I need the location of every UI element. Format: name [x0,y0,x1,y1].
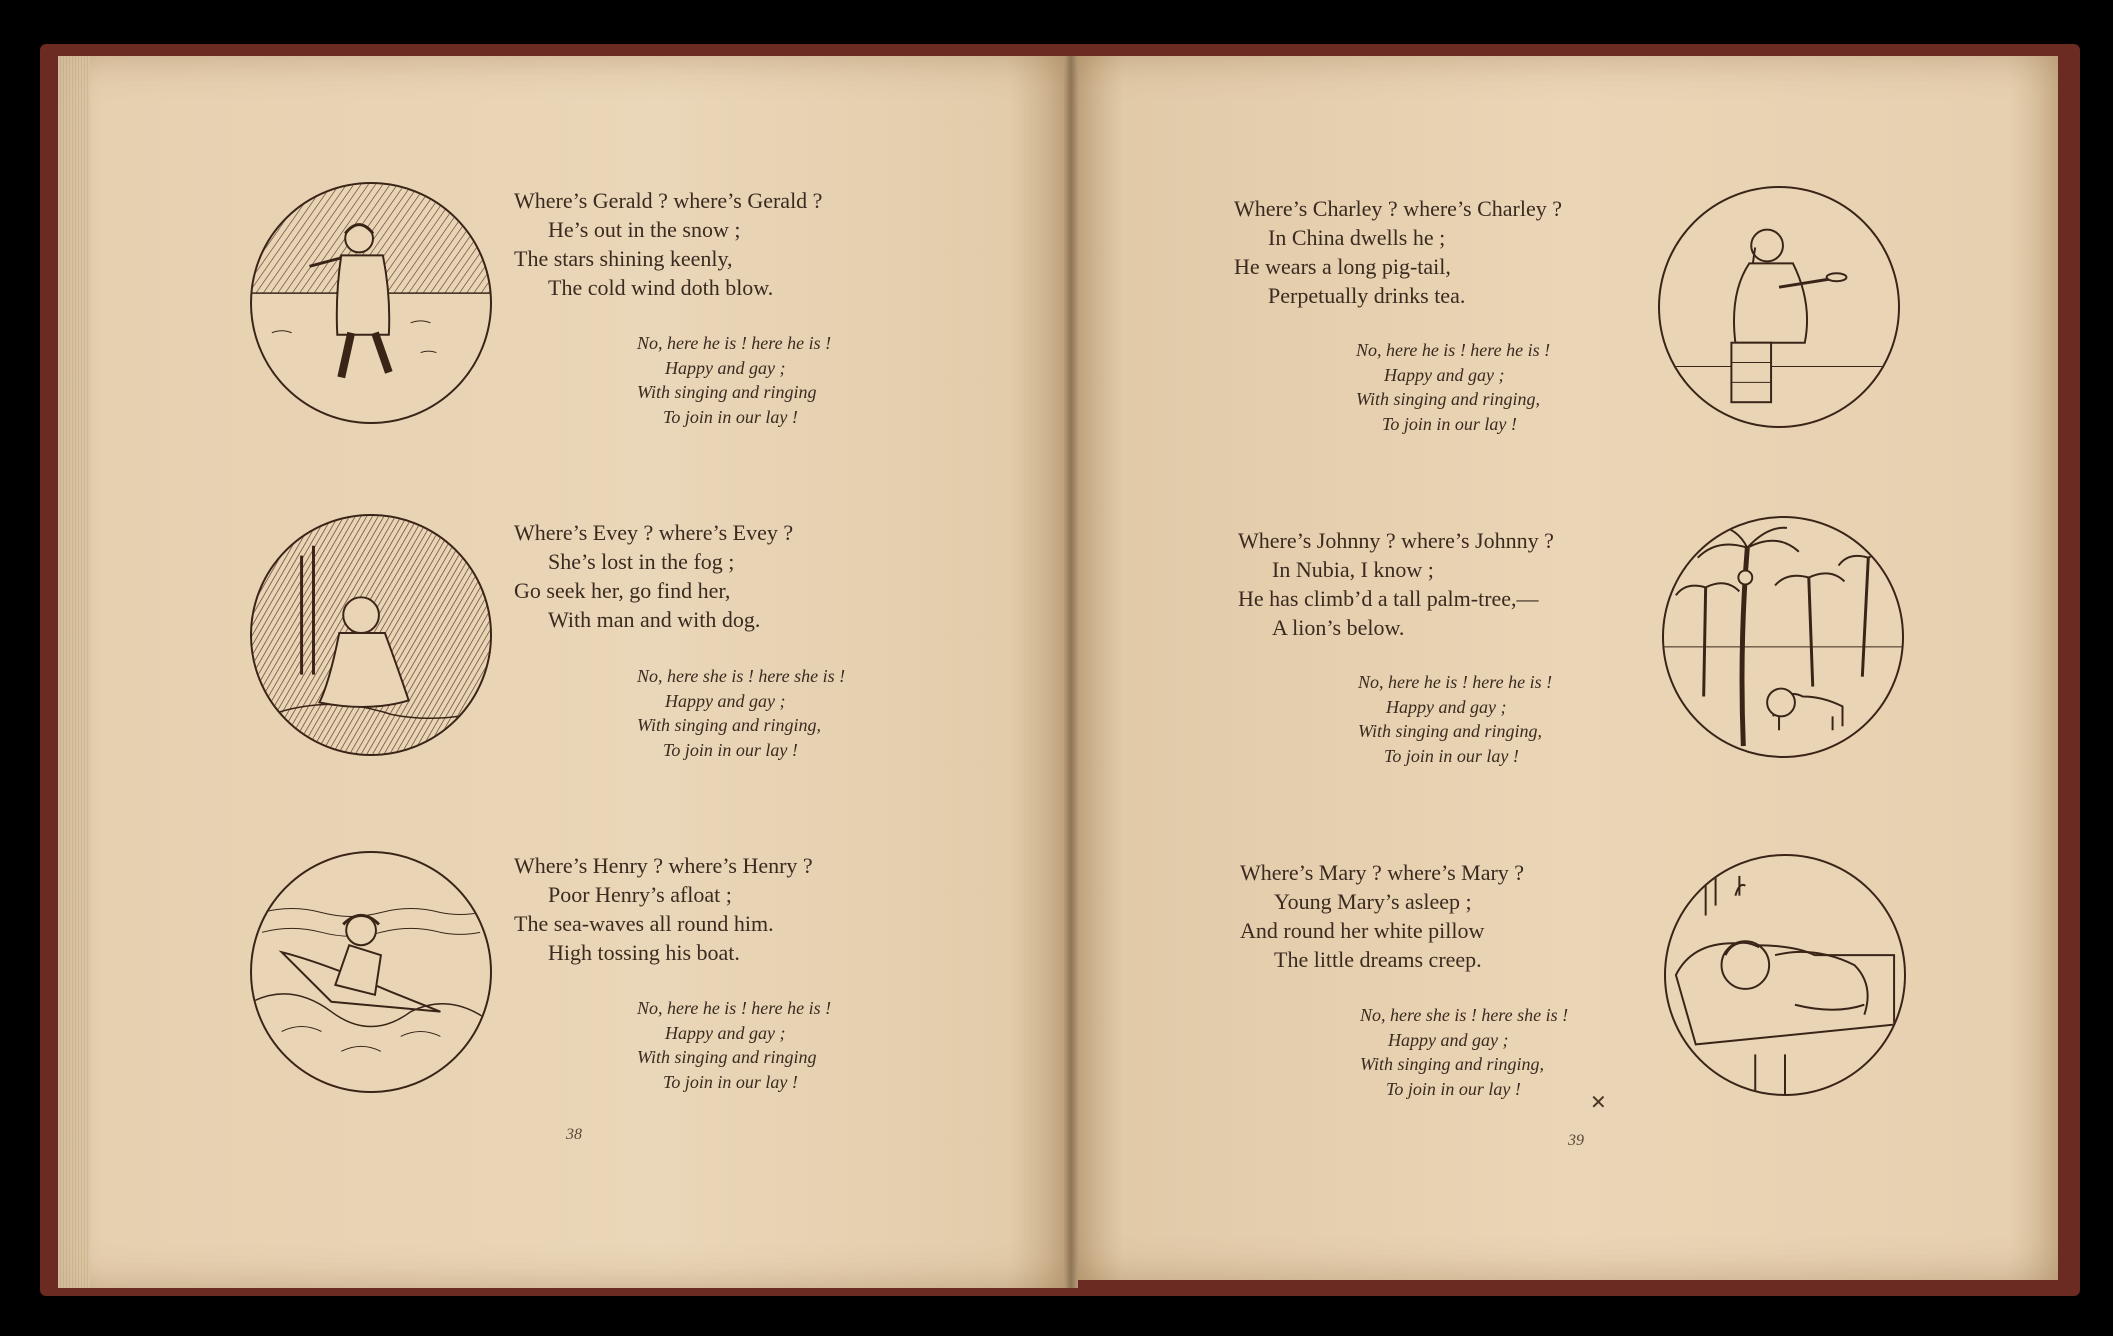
chorus-line: With singing and ringing [637,1047,817,1067]
chorus-mary [1360,1003,1680,1101]
chorus-evey [637,664,957,762]
verse-line: High tossing his boat. [548,940,740,965]
chorus-line: With singing and ringing, [1356,389,1541,409]
verse-line: Perpetually drinks tea. [1268,283,1466,308]
verse-line: He’s out in the snow ; [548,217,741,242]
chorus-line: No, here he is ! here he is ! [637,998,832,1018]
verse-evey [514,518,934,634]
verse-line: Poor Henry’s afloat ; [548,882,732,907]
verse-line: Where’s Charley ? where’s Charley ? [1234,196,1563,221]
verse-line: A lion’s below. [1272,615,1405,640]
verse-line: The sea-waves all round him. [514,911,774,936]
verse-charley [1234,194,1654,310]
chorus-line: Happy and gay ; [1384,364,1505,385]
verse-line: Where’s Evey ? where’s Evey ? [514,520,794,545]
verse-line: And round her white pillow [1240,918,1485,943]
verse-line: Where’s Mary ? where’s Mary ? [1240,860,1525,885]
chorus-line: To join in our lay ! [1382,413,1517,434]
palm-tree-lion-illustration [1664,518,1902,756]
verse-johnny [1238,526,1658,642]
boy-in-china-illustration [1660,188,1898,426]
verse-line: The cold wind doth blow. [548,275,774,300]
sleeping-girl-vignette [1664,854,1906,1096]
chorus-line: Happy and gay ; [665,690,786,711]
verse-line: The stars shining keenly, [514,246,733,271]
chorus-line: To join in our lay ! [663,739,798,760]
verse-line: The little dreams creep. [1274,947,1482,972]
boy-in-boat-illustration [252,853,490,1091]
verse-line: Where’s Johnny ? where’s Johnny ? [1238,528,1554,553]
verse-line: Young Mary’s asleep ; [1274,889,1472,914]
chorus-line: With singing and ringing, [1360,1054,1545,1074]
pencil-mark: ✕ [1590,1092,1607,1114]
chorus-johnny [1358,670,1678,768]
sleeping-girl-illustration [1666,856,1904,1094]
page-edges [58,56,90,1288]
chorus-line: With singing and ringing [637,382,817,402]
verse-line: With man and with dog. [548,607,761,632]
chorus-line: No, here she is ! here she is ! [637,666,846,686]
chorus-line: To join in our lay ! [1384,745,1519,766]
chorus-line: Happy and gay ; [665,1022,786,1043]
verse-henry [514,851,934,967]
chorus-line: To join in our lay ! [663,1071,798,1092]
palm-tree-lion-vignette [1662,516,1904,758]
chorus-line: To join in our lay ! [1386,1078,1521,1099]
verse-line: He wears a long pig-tail, [1234,254,1451,279]
boy-in-china-vignette [1658,186,1900,428]
chorus-line: No, here he is ! here he is ! [637,333,832,353]
page-number-left: 38 [566,1126,582,1143]
boy-in-snow-vignette [250,182,492,424]
verse-line: Where’s Henry ? where’s Henry ? [514,853,813,878]
boy-in-boat-vignette [250,851,492,1093]
chorus-line: No, here he is ! here he is ! [1358,672,1553,692]
verse-gerald [514,186,934,302]
chorus-charley [1356,338,1676,436]
verse-line: She’s lost in the fog ; [548,549,735,574]
boy-in-snow-illustration [252,184,490,422]
chorus-line: No, here he is ! here he is ! [1356,340,1551,360]
chorus-line: Happy and gay ; [665,357,786,378]
chorus-line: With singing and ringing, [637,715,822,735]
chorus-gerald [637,331,957,429]
girl-in-fog-illustration [252,516,490,754]
chorus-line: Happy and gay ; [1386,696,1507,717]
girl-in-fog-vignette [250,514,492,756]
chorus-henry [637,996,957,1094]
chorus-line: Happy and gay ; [1388,1029,1509,1050]
book-gutter [1064,56,1078,1288]
verse-line: In Nubia, I know ; [1272,557,1434,582]
verse-line: He has climb’d a tall palm-tree,— [1238,586,1539,611]
verse-line: In China dwells he ; [1268,225,1446,250]
chorus-line: With singing and ringing, [1358,721,1543,741]
page-number-right: 39 [1568,1132,1584,1149]
verse-mary [1240,858,1660,974]
chorus-line: No, here she is ! here she is ! [1360,1005,1569,1025]
chorus-line: To join in our lay ! [663,406,798,427]
verse-line: Go seek her, go find her, [514,578,731,603]
verse-line: Where’s Gerald ? where’s Gerald ? [514,188,823,213]
